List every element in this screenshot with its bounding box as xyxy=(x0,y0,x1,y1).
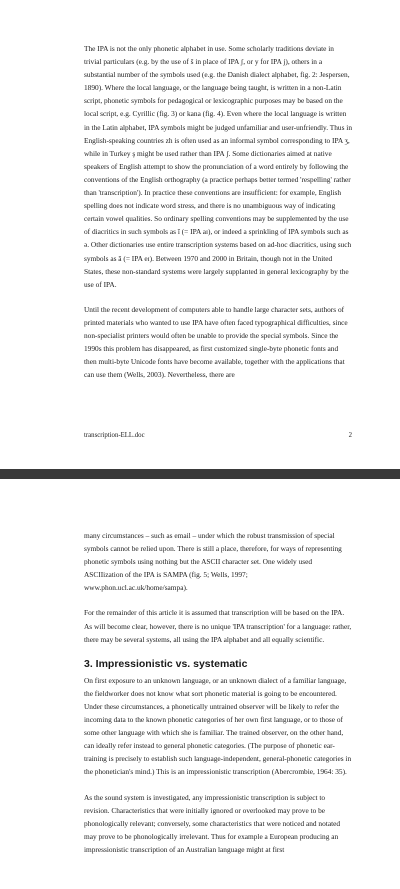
body-paragraph: The IPA is not the only phonetic alphabet in use. Some scholarly traditions deviate in trivial particulars (e.g. by the use of š in place of IPA ʃ, or y for IPA j), others in a substantial number of the symbols used (e.g. the Danish dialect alphabet, fig. 2: Jespersen, 1890). Where the local language, or the language being taught, is written in a non-Latin script, phonetic symbols for pedagogical or lexicographic purposes may be based on the local script, e.g. Cyrillic (fig. 3) or kana (fig. 4). Even where the local language is written in the Latin alphabet, IPA symbols might be judged unfamiliar and user-unfriendly. Thus in English-speaking countries zh is often used as an informal symbol corresponding to IPA ʒ, while in Turkey ş might be used rather than IPA ʃ. Some dictionaries aimed at native speakers of English attempt to show the pronunciation of a word entirely by following the conventions of the English orthography (a practice perhaps better termed 'respelling' rather than 'transcription'). In practice these conventions are insufficient: for example, English spelling does not indicate word stress, and there is no unambiguous way of indicating certain vowel qualities. So ordinary spelling conventions may be supplemented by the use of diacritics in such symbols as ī (= IPA aɪ), or indeed a sprinkling of IPA symbols such as ə. Other dictionaries use entire transcription systems based on ad-hoc diacritics, using such symbols as ā (= IPA eɪ). Between 1970 and 2000 in Britain, though not in the United States, these non-standard systems were largely supplanted in general lexicography by the use of IPA. xyxy=(84,44,352,289)
body-paragraph: For the remainder of this article it is assumed that transcription will be based on the IPA. As will become clear, however, there is no unique 'IPA transcription' for a language: rather, there may be several systems, all using the IPA alphabet and all equally scientific. xyxy=(84,608,352,644)
footer-page-number: 2 xyxy=(348,432,352,439)
section-heading: 3. Impressionistic vs. systematic xyxy=(84,657,248,670)
body-paragraph: many circumstances – such as email – under which the robust transmission of special symbols cannot be relied upon. There is still a place, therefore, for ways of representing phonetic symbols using nothing but the ASCII character set. One widely used ASCIIization of the IPA is SAMPA (fig. 5; Wells, 1997; www.phon.ucl.ac.uk/home/sampa). xyxy=(84,531,342,593)
body-paragraph: Until the recent development of computers able to handle large character sets, authors of printed materials who wanted to use IPA have often faced typographical difficulties, since non-specialist printers would often be unable to provide the special symbols. Since the 1990s this problem has disappeared, as first customized single-byte phonetic fonts and then multi-byte Unicode fonts have become available, together with the applications that can use them (Wells, 2003). Nevertheless, there are xyxy=(84,304,348,380)
body-paragraph: On first exposure to an unknown language, or an unknown dialect of a familiar language, the fieldworker does not know what sort phonetic material is going to be encountered. Under these circumstances, a phonetically untrained observer will be likely to refer the incoming data to the known phonetic categories of her own first language, or to those of some other language with which she is familiar. The trained observer, on the other hand, can ideally refer instead to general phonetic categories. (The purpose of phonetic ear-training is precisely to establish such language-independent, general-phonetic categories in the phonetician's mind.) This is an impressionistic transcription (Abercrombie, 1964: 35). xyxy=(84,675,352,777)
footer-filename: transcription-ELL.doc xyxy=(84,432,145,439)
page-footer xyxy=(84,432,352,439)
body-paragraph: As the sound system is investigated, any impressionistic transcription is subject to revision. Characteristics that were initially ignored or overlooked may prove to be phonologically relevant; conversely, some characteristics that were noticed and notated may prove to be phonologically irrelevant. Thus for example a European producing an impressionistic transcription of an Australian language might at first xyxy=(84,792,341,854)
document-page-2 xyxy=(0,479,400,889)
